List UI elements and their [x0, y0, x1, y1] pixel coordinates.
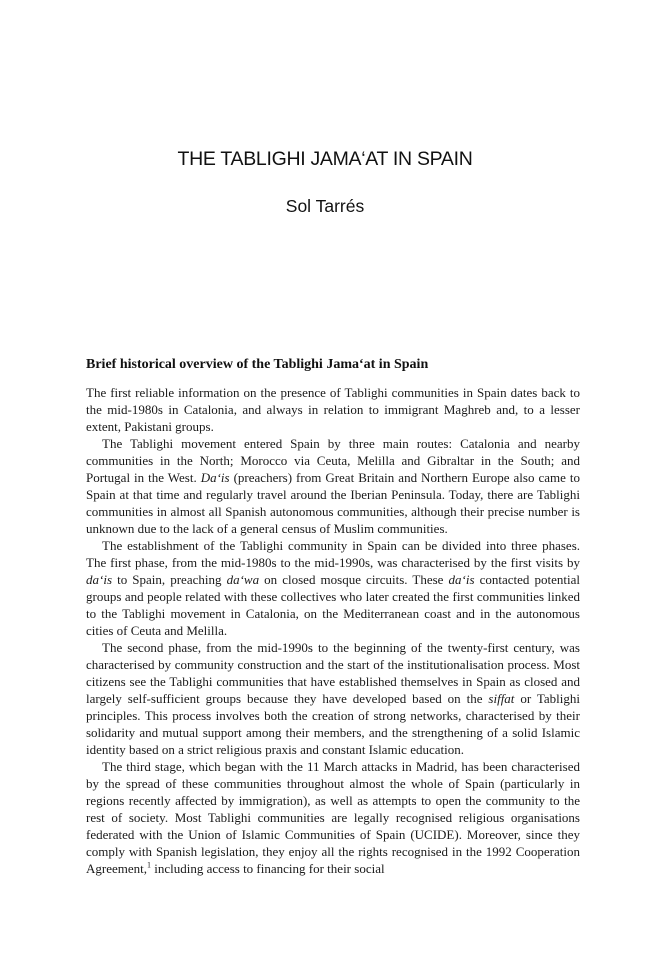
italic-term: da‘is: [448, 572, 475, 587]
paragraph: [86, 435, 580, 537]
text-run: The establishment of the Tablighi community in Spain can be divided into three phases. The first phase, from the mid-1980s to the mid-1990s, was characterised by the first visits by: [86, 538, 580, 570]
text-run: or Tablighi principles. This process involves both the creation of strong networks, characterised by their solidarity and mutual support among their members, and the strengthening of a solid Islamic identity based on a strict religious praxis and constant Islamic education.: [86, 691, 581, 757]
paragraph: [86, 537, 580, 639]
italic-term: Da‘is: [200, 470, 230, 485]
text-run: (preachers) from Great Britain and Northern Europe also came to Spain at that time and regularly travel around the Iberian Peninsula. Today, there are Tablighi communities in almost all Spanish autonomous communities, although their precise number is unknown due to the lack of a general census of Muslim communities.: [86, 470, 580, 536]
paragraph: [86, 639, 580, 758]
text-run: The third stage, which began with the 11 March attacks in Madrid, has been characterised by the spread of these communities throughout almost the whole of Spain (particularly in regions recently affected by immigration), as well as attempts to open the community to the rest of society. Most Tablighi communities are legally recognised religious organisations federated with the Union of Islamic Communities of Spain (UCIDE). Moreover, since they comply with Spanish legislation, they enjoy all the rights recognised in the 1992 Cooperation Agreement,: [86, 759, 580, 876]
text-run: The Tablighi movement entered Spain by three main routes: Catalonia and nearby communities in the North; Morocco via Ceuta, Melilla and Gibraltar in the South; and Portugal in the West.: [86, 436, 580, 485]
italic-term: da‘is: [86, 572, 112, 587]
paragraph: [86, 758, 580, 877]
text-run: contacted potential groups and people related with these collectives who later created the first communities linked to the Tablighi movement in Catalonia, on the Mediterranean coast and in the autonomous cities of Ceuta and Melilla.: [86, 572, 580, 638]
text-run: on closed mosque circuits. These: [259, 572, 449, 587]
author-name: Sol Tarrés: [285, 196, 365, 216]
body-text: [86, 384, 580, 877]
chapter-title: THE TABLIGHI JAMA‘AT IN SPAIN: [177, 148, 473, 170]
text-run: The first reliable information on the presence of Tablighi communities in Spain dates back to the mid-1980s in Catalonia, and always in relation to immigrant Maghreb and, to a lesser extent, Pakistani groups.: [86, 385, 580, 434]
italic-term: da‘wa: [226, 572, 260, 587]
text-run: The second phase, from the mid-1990s to the beginning of the twenty-first century, was characterised by community construction and the start of the institutionalisation process. Most citizens see the Tablighi communities that have established themselves in Spain as closed and largely self-sufficient groups because they have developed based on the: [86, 640, 580, 706]
italic-term: siffat: [488, 691, 515, 706]
text-run: to Spain, preaching: [112, 572, 227, 587]
text-run: including access to financing for their social: [151, 861, 385, 876]
paragraph: [86, 384, 580, 435]
footnote-marker: 1: [147, 860, 152, 870]
section-heading: Brief historical overview of the Tablighi Jama‘at in Spain: [86, 357, 429, 372]
